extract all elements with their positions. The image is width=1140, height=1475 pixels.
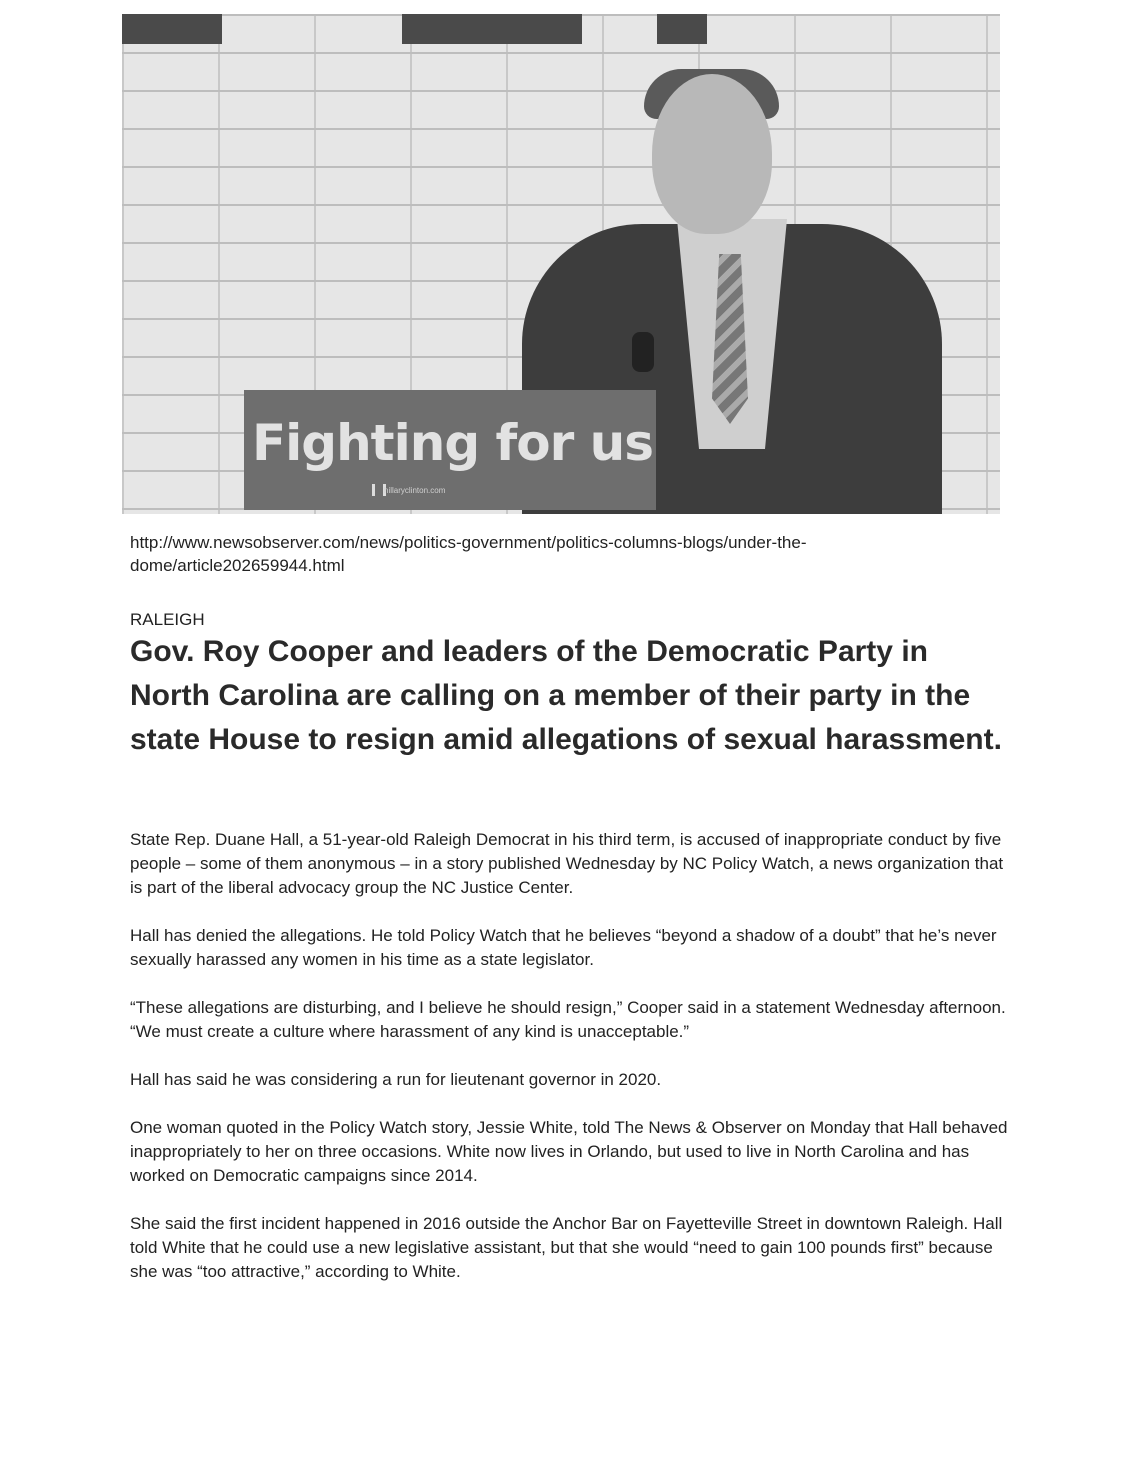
paragraph: “These allegations are disturbing, and I believe he should resign,” Cooper said in a statement Wednesday afternoon. “We must create a culture where harassment of any kind is unacceptable.”	[130, 998, 1006, 1041]
source-url[interactable]: http://www.newsobserver.com/news/politics-government/politics-columns-blogs/under-the-dome/article202659944.html	[130, 533, 807, 575]
paragraph: One woman quoted in the Policy Watch story, Jessie White, told The News & Observer on Monday that Hall behaved inappropriately to her on three occasions. White now lives in Orlando, but used to live in North Carolina and has worked on Democratic campaigns since 2014.	[130, 1118, 1008, 1185]
background-frame	[402, 14, 582, 44]
dateline: RALEIGH	[130, 610, 205, 629]
paragraph: State Rep. Duane Hall, a 51-year-old Raleigh Democrat in his third term, is accused of inappropriate conduct by five people – some of them anonymous – in a story published Wednesday by NC Policy Watch, a news organization that is part of the liberal advocacy group the NC Justice Center.	[130, 830, 1004, 897]
background-frame	[122, 14, 222, 44]
article-body	[130, 828, 1010, 1308]
paragraph: Hall has said he was considering a run for lieutenant governor in 2020.	[130, 1070, 662, 1089]
speaker-head	[652, 74, 772, 234]
paragraph: She said the first incident happened in 2016 outside the Anchor Bar on Fayetteville Street in downtown Raleigh. Hall told White that he could use a new legislative assistant, but that she would “need to gain 100 pounds first” because she was “too attractive,” according to White.	[130, 1214, 1003, 1281]
podium-sign	[244, 390, 656, 510]
background-frame	[657, 14, 707, 44]
podium-url: hillaryclinton.com	[384, 486, 446, 495]
article-photo	[122, 14, 1000, 514]
podium-sign-text: Fighting for us	[252, 414, 654, 472]
microphone-icon	[632, 332, 654, 372]
article-headline: Gov. Roy Cooper and leaders of the Democratic Party in North Carolina are calling on a member of their party in the state House to resign amid allegations of sexual harassment.	[130, 635, 1002, 756]
paragraph: Hall has denied the allegations. He told Policy Watch that he believes “beyond a shadow of a doubt” that he’s never sexually harassed any women in his time as a state legislator.	[130, 926, 997, 969]
